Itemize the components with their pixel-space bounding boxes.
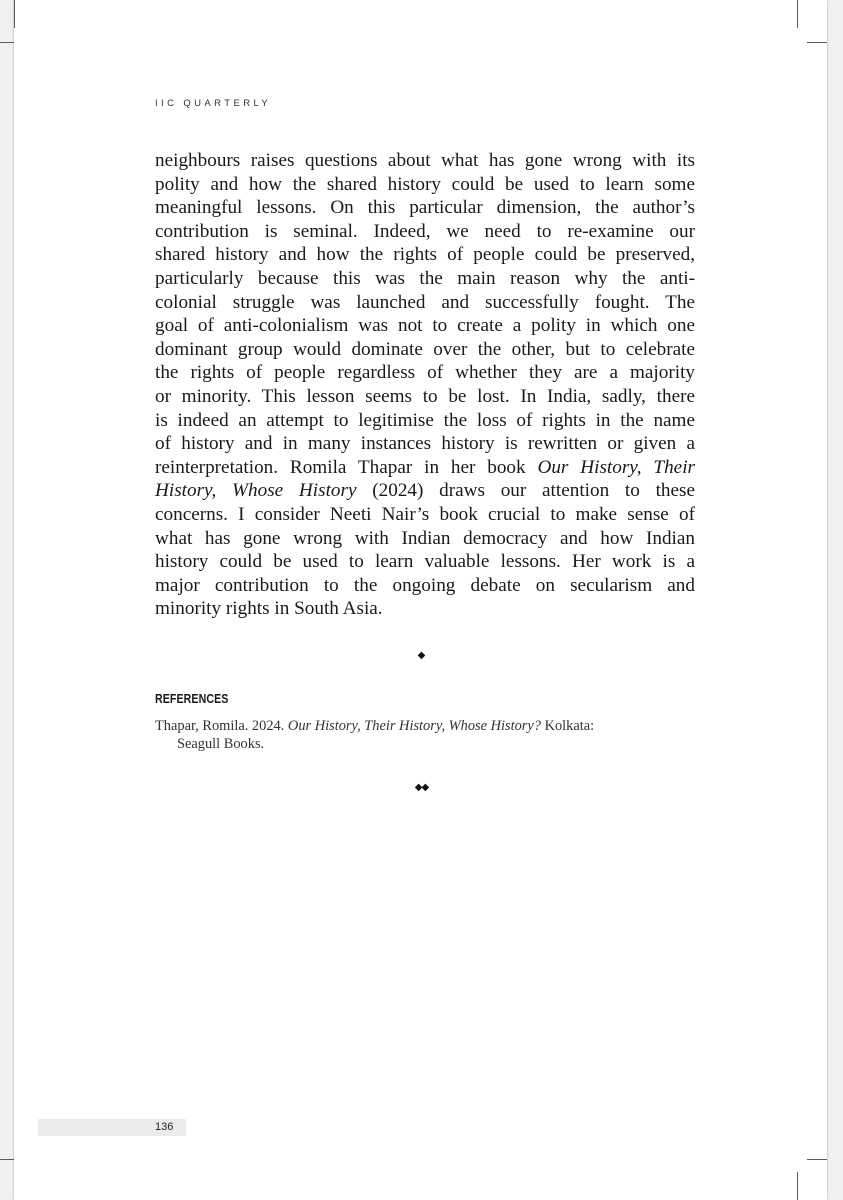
body-line: dominant group would dominate over the other, but to celebrate: [155, 338, 695, 360]
body-line: [155, 479, 695, 503]
body-line: meaningful lessons. On this particular dimension, the author’s: [155, 197, 695, 219]
body-line: goal of anti-colonialism was not to create a polity in which one: [155, 315, 695, 337]
crop-mark-top-right-vertical: [797, 0, 798, 28]
crop-mark-top-left-vertical: [14, 0, 15, 28]
body-line: or minority. This lesson seems to be lost. In India, sadly, there: [155, 385, 695, 407]
references-heading: REFERENCES: [155, 692, 229, 706]
crop-mark-left-top-horizontal: [0, 42, 14, 43]
body-line: neighbours raises questions about what has gone wrong with its: [155, 150, 695, 171]
reference-author: Thapar, Romila. 2024.: [155, 718, 285, 734]
body-paragraph: [155, 149, 695, 621]
reference-place: Kolkata:: [544, 718, 595, 734]
body-line: contribution is seminal. Indeed, we need to re-examine our: [155, 220, 695, 242]
reference-title: Our History, Their History, Whose History?: [287, 718, 541, 734]
body-line: major contribution to the ongoing debate on secularism and: [155, 574, 695, 596]
body-line: particularly because this was the main reason why the anti-: [155, 267, 695, 289]
crop-mark-left-bottom-horizontal: [0, 1159, 14, 1160]
body-line: polity and how the shared history could be used to learn some: [155, 173, 695, 195]
crop-mark-bottom-right-vertical: [797, 1172, 798, 1200]
end-ornament: ◆◆: [414, 782, 429, 793]
section-ornament: ◆: [417, 650, 426, 661]
crop-mark-top-right-horizontal: [807, 42, 827, 43]
body-line: the rights of people regardless of whether they are a majority: [155, 362, 695, 384]
running-head: IIC QUARTERLY: [155, 98, 272, 109]
body-line: what has gone wrong with Indian democracy and how Indian: [155, 527, 695, 549]
body-line-text: reinterpretation. Romila Thapar in her book: [155, 456, 526, 478]
body-line: of history and in many instances history is rewritten or given a: [155, 433, 695, 455]
body-line-text: (2024) draws our attention to these: [372, 480, 695, 502]
body-line: is indeed an attempt to legitimise the loss of rights in the name: [155, 409, 695, 431]
body-line: shared history and how the rights of people could be preserved,: [155, 244, 695, 266]
inline-book-title: Our History, Their: [537, 456, 695, 478]
body-line: colonial struggle was launched and successfully fought. The: [155, 291, 695, 313]
reference-entry: [155, 717, 655, 753]
body-line: minority rights in South Asia.: [155, 598, 383, 620]
page-number: 136: [155, 1121, 174, 1133]
inline-book-title-cont: History, Whose History: [155, 480, 357, 502]
crop-mark-bottom-right-horizontal: [807, 1159, 827, 1160]
reference-publisher: Seagull Books.: [177, 736, 265, 752]
body-line: history could be used to learn valuable lessons. Her work is a: [155, 551, 695, 573]
body-line: concerns. I consider Neeti Nair’s book crucial to make sense of: [155, 503, 695, 525]
body-line: [155, 456, 695, 480]
